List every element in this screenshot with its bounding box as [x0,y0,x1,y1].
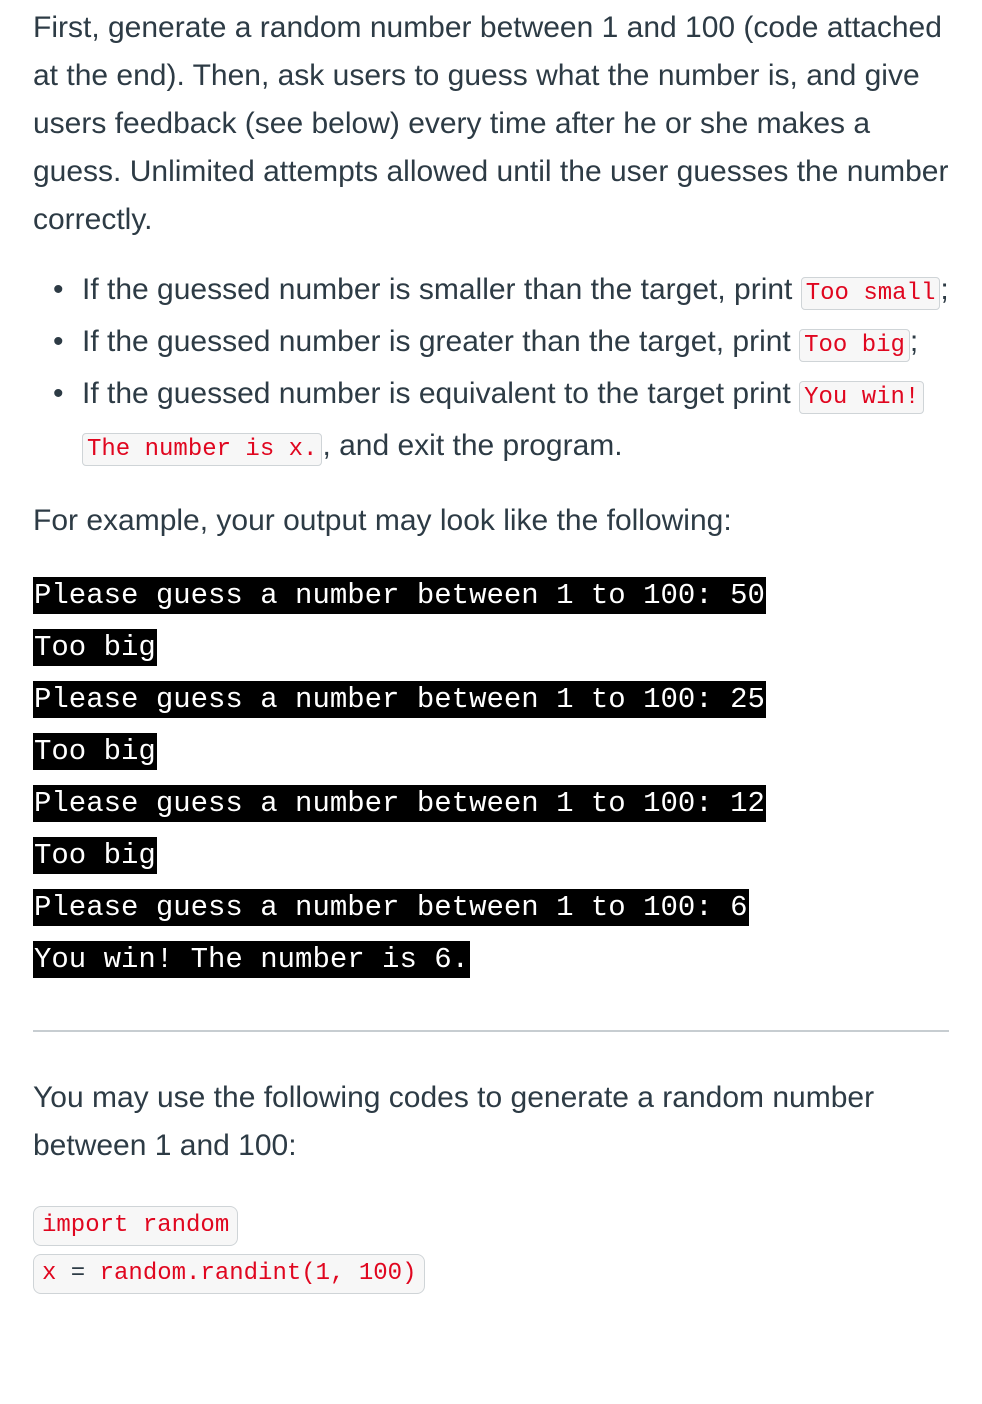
terminal-text: Too big [34,735,156,768]
terminal-line [33,889,949,941]
terminal-line [33,941,949,993]
code-assign [33,1254,425,1294]
bullet-icon: • [53,325,64,358]
bullet-icon: • [53,273,64,306]
rule-too-big [53,318,949,370]
bullet-icon: • [53,377,64,410]
inline-code: Too big [799,329,910,362]
terminal-text: You win! The number is 6. [34,943,470,976]
terminal-text: Please guess a number between 1 to 100: 6 [34,891,748,924]
rule-suffix: ; [940,273,949,306]
code-line [33,1206,949,1254]
rule-suffix: ; [909,325,919,358]
code-operator: = [56,1260,100,1287]
terminal-line [33,785,949,837]
outro-paragraph: You may use the following codes to generate a random number between 1 and 100: [33,1081,875,1162]
rule-win [53,370,949,474]
inline-code: You win! The number is x. [82,381,924,466]
terminal-line [33,837,949,889]
intro-paragraph: First, generate a random number between 1 and 100 (code attached at the end). Then, ask users to guess what the number is, and give users feedback (see below) every time after he or she makes a guess. Unlimited attempts allowed until the user guesses the number correctly. [33,11,949,236]
rule-text: If the guessed number is greater than the target, print [82,325,800,358]
rule-suffix: , and exit the program. [322,429,623,462]
terminal-text: Please guess a number between 1 to 100: 50 [34,579,765,612]
code-line [33,1254,949,1302]
terminal-text: Too big [34,631,156,664]
terminal-line [33,733,949,785]
terminal-text: Too big [34,839,156,872]
terminal-output [33,577,949,993]
rule-text: If the guessed number is smaller than the target, print [82,273,801,306]
code-import: import random [33,1206,238,1246]
terminal-text: Please guess a number between 1 to 100: 25 [34,683,765,716]
terminal-text: Please guess a number between 1 to 100: 12 [34,787,765,820]
terminal-line [33,681,949,733]
terminal-line [33,629,949,681]
code-snippet [33,1206,949,1302]
example-intro: For example, your output may look like the following: [33,504,732,537]
rules-list [33,266,949,474]
assignment-content [33,4,949,1302]
rule-too-small [53,266,949,318]
terminal-line [33,577,949,629]
section-divider [33,1030,949,1032]
rule-text: If the guessed number is equivalent to the target print [82,377,800,410]
inline-code: Too small [801,277,941,310]
code-call: random.randint(1, 100) [99,1260,417,1287]
code-variable: x [42,1260,57,1287]
